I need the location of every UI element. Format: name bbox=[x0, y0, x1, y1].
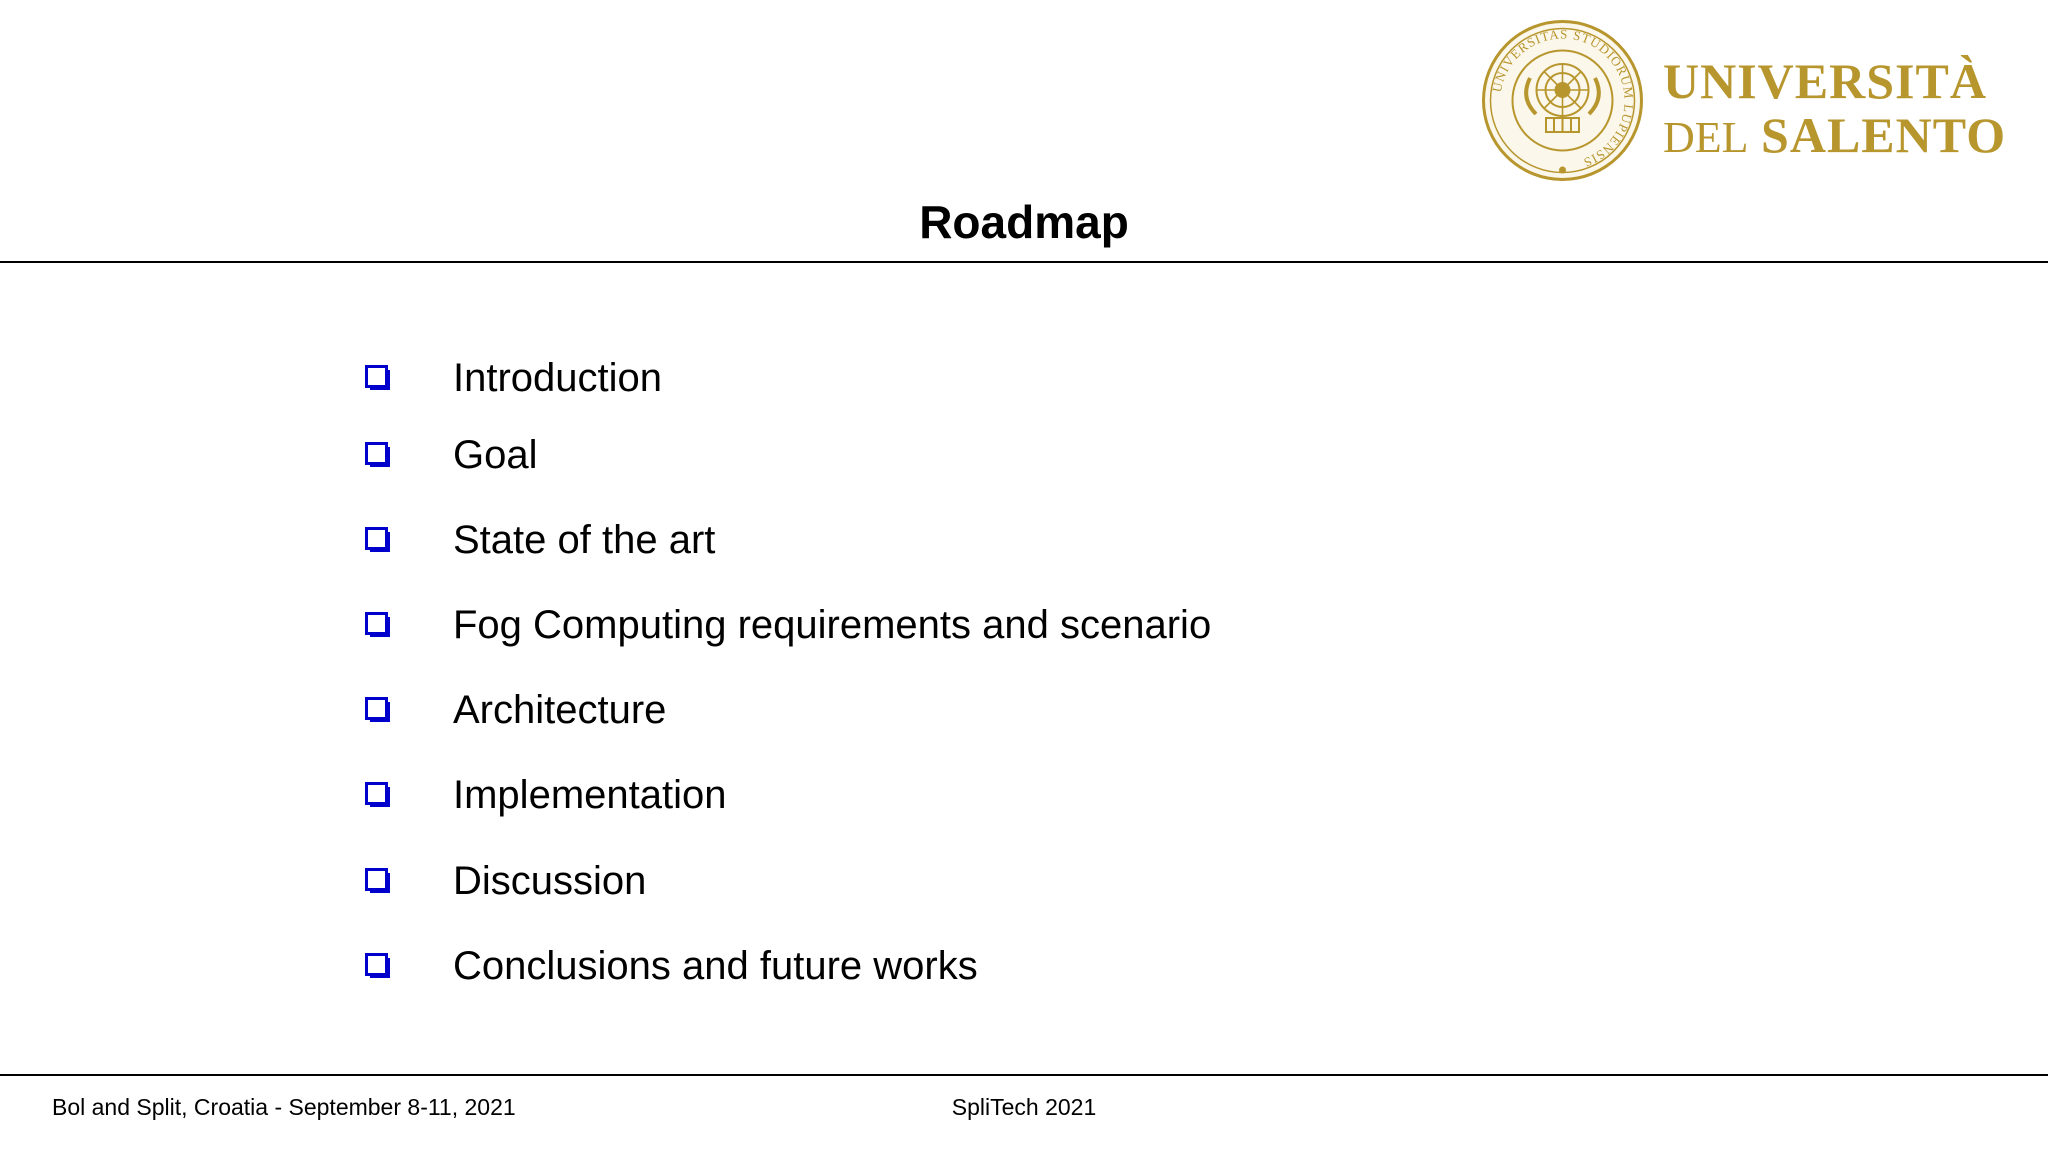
university-name bbox=[1663, 53, 2007, 163]
list-item-label: Discussion bbox=[453, 859, 647, 903]
list-item bbox=[363, 599, 1563, 659]
footer-event-name: SpliTech 2021 bbox=[951, 1094, 1097, 1120]
list-item bbox=[363, 514, 1563, 574]
slide-title: Roadmap bbox=[919, 196, 1129, 248]
checkbox-icon bbox=[365, 953, 391, 979]
list-item bbox=[363, 940, 1563, 1000]
list-item bbox=[363, 769, 1563, 829]
university-name-del: DEL bbox=[1663, 113, 1749, 162]
checkbox-icon bbox=[365, 868, 391, 894]
university-logo bbox=[1480, 18, 2007, 188]
list-item bbox=[363, 352, 1563, 412]
university-seal-icon bbox=[1480, 18, 1645, 183]
list-item-label: Fog Computing requirements and scenario bbox=[453, 603, 1212, 647]
list-item-label: Architecture bbox=[453, 688, 667, 732]
checkbox-icon bbox=[365, 527, 391, 553]
university-name-salento: SALENTO bbox=[1761, 107, 2007, 163]
list-item-label: State of the art bbox=[453, 518, 716, 562]
list-item-label: Introduction bbox=[453, 356, 663, 400]
checkbox-icon bbox=[365, 697, 391, 723]
list-item bbox=[363, 429, 1563, 489]
list-item-label: Conclusions and future works bbox=[453, 944, 978, 988]
svg-text:UNIVERSITAS STUDIORUM LUPIENSI: UNIVERSITAS STUDIORUM LUPIENSIS bbox=[1489, 26, 1637, 171]
checkbox-icon bbox=[365, 365, 391, 391]
university-name-line1: UNIVERSITÀ bbox=[1663, 53, 1987, 109]
list-item-label: Goal bbox=[453, 433, 538, 477]
checkbox-icon bbox=[365, 442, 391, 468]
list-item-label: Implementation bbox=[453, 773, 727, 817]
checkbox-icon bbox=[365, 612, 391, 638]
title-divider bbox=[0, 261, 2048, 263]
checkbox-icon bbox=[365, 782, 391, 808]
list-item bbox=[363, 855, 1563, 915]
footer-divider bbox=[0, 1074, 2048, 1076]
footer-location-date: Bol and Split, Croatia - September 8-11, 2021 bbox=[52, 1094, 516, 1120]
university-name-line2 bbox=[1663, 107, 2007, 163]
list-item bbox=[363, 684, 1563, 744]
